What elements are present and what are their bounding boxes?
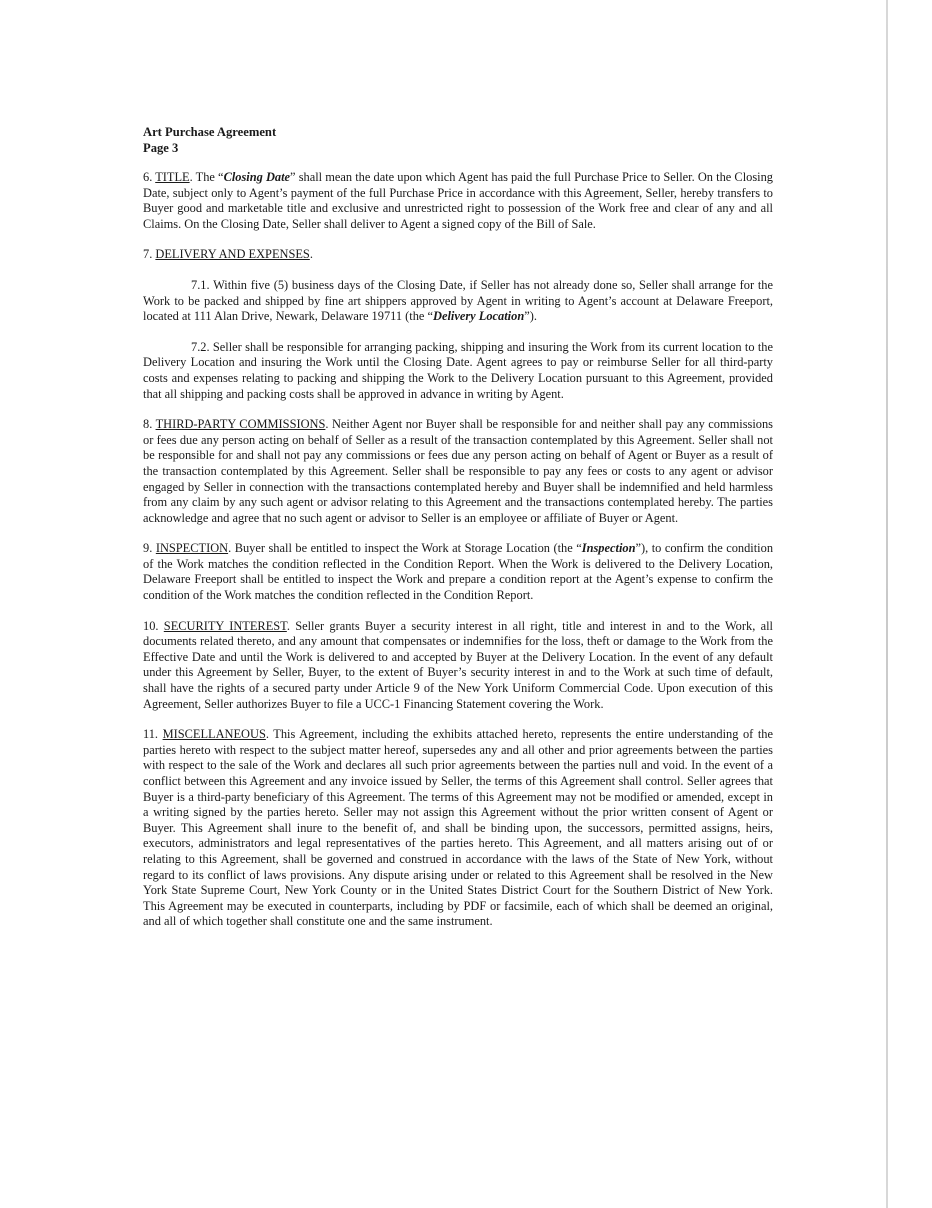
section-heading: SECURITY INTEREST — [163, 618, 287, 633]
section-number: 9. — [143, 541, 156, 556]
section-text: ”). — [524, 309, 537, 324]
section-text: . This Agreement, including the exhibits attached hereto, represents the entire understanding of the parties hereto with respect to the subject matter hereof, supersedes any and all other and prior agreements between the parties with respect to the sale of the Work and declares all such prior agreements between the parties null and void. In the event of a conflict between this Agreement and any invoice issued by Seller, the terms of this Agreement shall control. Seller agrees that Buyer is a third-party beneficiary of this Agreement. The terms of this Agreement may not be modified or amended, except in a writing signed by the parties hereto. Seller may not assign this Agreement without the prior written consent of Agent or Buyer. This Agreement shall inure to the benefit of, and shall be binding upon, the successors, permitted assigns, heirs, executors, administrators and legal representatives of the parties hereto. This Agreement, and all matters arising out of or relating to this Agreement, shall be governed and construed in accordance with the laws of the State of New York, without regard to its conflict of laws provisions. Any dispute arising under or related to this Agreement shall be resolved in the New York State Supreme Court, New York County or in the United States District Court for the Southern District of New York. This Agreement may be executed in counterparts, including by PDF or facsimile, each of which shall be deemed an original, and all of which together shall constitute one and the same instrument. — [143, 727, 773, 929]
section-number: 6. — [143, 170, 156, 184]
section-11-miscellaneous — [143, 727, 773, 930]
section-text: . Buyer shall be entitled to inspect the Work at Storage Location (the “ — [228, 541, 582, 556]
section-7-2: 7.2. Seller shall be responsible for arranging packing, shipping and insuring the Work from its current location to the Delivery Location and insuring the Work until the Closing Date. Agent agrees to pay or reimburse Seller for all third-party costs and expenses relating to packing and shipping the Work to the Delivery Location pursuant to this Agreement, provided that all shipping and packing costs shall be approved in advance in writing by Agent. — [143, 339, 773, 401]
defined-term: Closing Date — [223, 170, 291, 184]
section-heading: DELIVERY AND EXPENSES — [155, 247, 310, 262]
section-text: 7.1. Within five (5) business days of the Closing Date, if Seller has not already done so, Seller shall arrange for the Work to be packed and shipped by fine art shippers approved by Agent in writing to Agent’s account at Delaware Freeport, located at 111 Alan Drive, Newark, Delaware 19711 (the “ — [143, 277, 773, 324]
defined-term: Delivery Location — [433, 309, 525, 324]
section-text: . Neither Agent nor Buyer shall be responsible for and neither shall pay any commissions or fees due any person acting on behalf of Seller as a result of the transaction contemplated by this Agreement. Seller shall not be responsible for and shall not pay any commissions or fees due any person acting on behalf of Agent or Buyer as a result of the transaction contemplated by this Agreement. Seller shall be responsible to pay any fees or costs to any agent or advisor engaged by Seller in connection with the transactions contemplated hereby and Buyer shall be indemnified and held harmless from any claim by any such agent or advisor relating to this Agreement and the transactions contemplated hereby. The parties acknowledge and agree that no such agent or advisor to Seller is an employee or affiliate of Buyer or Agent. — [143, 417, 773, 525]
section-6-title — [143, 170, 773, 232]
section-text: . Seller grants Buyer a security interest in all right, title and interest in and to the Work, all documents related thereto, and any amount that compensates or indemnifies for the loss, theft or damage to the Work from the Effective Date and until the Work is delivered to and accepted by Buyer at the Delivery Location. In the event of any default under this Agreement by Seller, Buyer, to the extent of Buyer’s security interest in and to the Work at such time of default, shall have the rights of a secured party under Article 9 of the New York Uniform Commercial Code. Upon execution of this Agreement, Seller authorizes Buyer to file a UCC-1 Financing Statement covering the Work. — [143, 618, 773, 711]
section-heading: TITLE — [155, 170, 190, 184]
document-page — [143, 124, 773, 945]
section-number: 10. — [143, 618, 164, 633]
section-text: ” shall mean the date upon which Agent has paid the full Purchase Price to Seller. On the Closing Date, subject only to Agent’s payment of the full Purchase Price in accordance with this Agreement, Seller, hereby transfers to Buyer good and marketable title and exclusive and unrestricted right to possession of the Work free and clear of any and all Claims. On the Closing Date, Seller shall deliver to Agent a signed copy of the Bill of Sale. — [143, 170, 773, 231]
document-header — [143, 124, 773, 156]
defined-term: Inspection — [581, 541, 636, 556]
section-number: 11. — [143, 727, 163, 742]
section-number: 7. — [143, 247, 156, 262]
section-7-1 — [143, 278, 773, 325]
section-heading: MISCELLANEOUS — [162, 727, 266, 742]
section-number: 8. — [143, 417, 156, 432]
section-7-delivery — [143, 247, 773, 263]
section-10-security — [143, 619, 773, 713]
section-heading: INSPECTION — [155, 541, 229, 556]
scan-edge-line — [886, 0, 888, 1208]
section-8-commissions — [143, 417, 773, 526]
section-heading: THIRD-PARTY COMMISSIONS — [155, 417, 326, 432]
document-title: Art Purchase Agreement — [143, 125, 277, 139]
section-text: . — [309, 247, 313, 262]
page-number: Page 3 — [143, 141, 179, 155]
section-text: ”), to confirm the condition of the Work matches the condition reflected in the Condition Report. When the Work is delivered to the Delivery Location, Delaware Freeport shall be entitled to inspect the Work and prepare a condition report at the Agent’s expense to confirm the condition of the Work matches the condition reflected in the Condition Report. — [143, 541, 774, 603]
section-text: . The “ — [189, 170, 224, 184]
section-9-inspection — [143, 541, 773, 603]
